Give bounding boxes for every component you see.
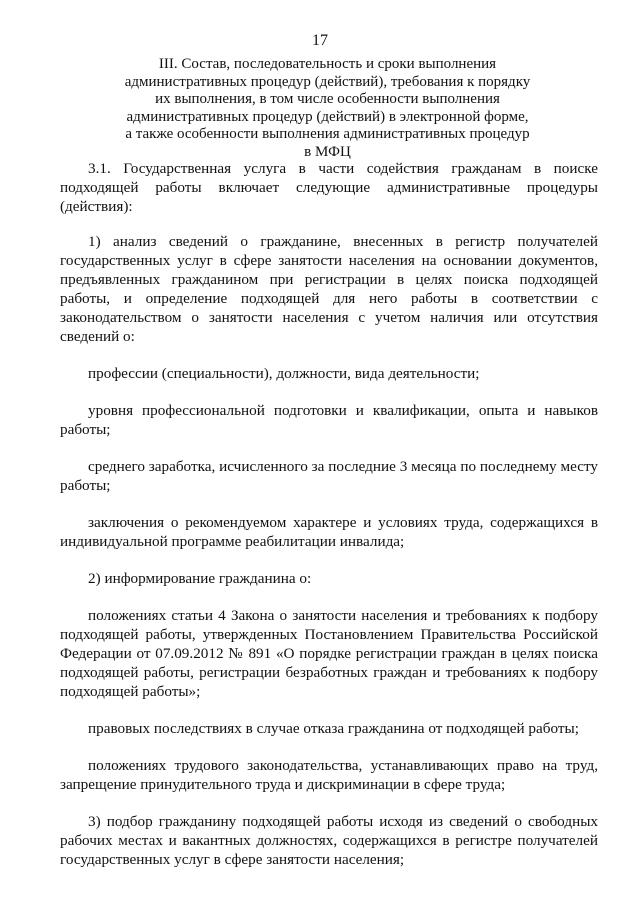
heading-line: III. Состав, последовательность и сроки выполнения <box>158 56 497 72</box>
heading-line: в МФЦ <box>304 143 351 160</box>
section-heading <box>100 56 555 161</box>
heading-line: их выполнения, в том числе особенности выполнения <box>155 91 500 107</box>
paragraph-profession: профессии (специальности), должности, вида деятельности; <box>88 365 480 382</box>
heading-line: административных процедур (действий), требования к порядку <box>124 73 531 90</box>
document-body <box>60 159 598 869</box>
paragraph-item-1: 1) анализ сведений о гражданине, внесенных в регистр получателей государственных услуг в сфере занятости населения на основании документов, предъявленных гражданином при регистрации в целях поиска подходящей работы, и определение подходящей для него работы в соответствии с законодательством о занятости населения с учетом наличия или отсутствия сведений о: <box>60 233 598 345</box>
heading-line: административных процедур (действий) в электронной форме, <box>126 108 529 125</box>
paragraph-item-3: 3) подбор гражданину подходящей работы исходя из сведений о свободных рабочих местах и вакантных должностях, содержащихся в регистре получателей государственных услуг в сфере занятости населения; <box>60 813 598 868</box>
paragraph-rehabilitation: заключения о рекомендуемом характере и условиях труда, содержащихся в индивидуальной программе реабилитации инвалида; <box>60 514 598 550</box>
paragraph-article-4: положениях статьи 4 Закона о занятости населения и требованиях к подбору подходящей работы, утвержденных Постановлением Правительства Российской Федерации от 07.09.2012 № 891 «О порядке регистрации граждан в целях поиска подходящей работы, регистрации безработных граждан и требованиях к подбору подходящей работы»; <box>60 607 598 700</box>
paragraph-item-2: 2) информирование гражданина о: <box>88 570 312 587</box>
heading-line: а также особенности выполнения административных процедур <box>125 126 530 142</box>
paragraph-qualification: уровня профессиональной подготовки и квалификации, опыта и навыков работы; <box>60 402 598 438</box>
paragraph-legal-consequences: правовых последствиях в случае отказа гражданина от подходящей работы; <box>88 720 579 737</box>
paragraph-salary: среднего заработка, исчисленного за последние 3 месяца по последнему месту работы; <box>60 458 598 494</box>
paragraph-3-1: 3.1. Государственная услуга в части содействия гражданам в поиске подходящей работы включает следующие административные процедуры (действия): <box>60 160 598 215</box>
paragraph-labor-law: положениях трудового законодательства, устанавливающих право на труд, запрещение принудительного труда и дискриминации в сфере труда; <box>60 757 598 793</box>
page-number: 17 <box>312 32 328 49</box>
